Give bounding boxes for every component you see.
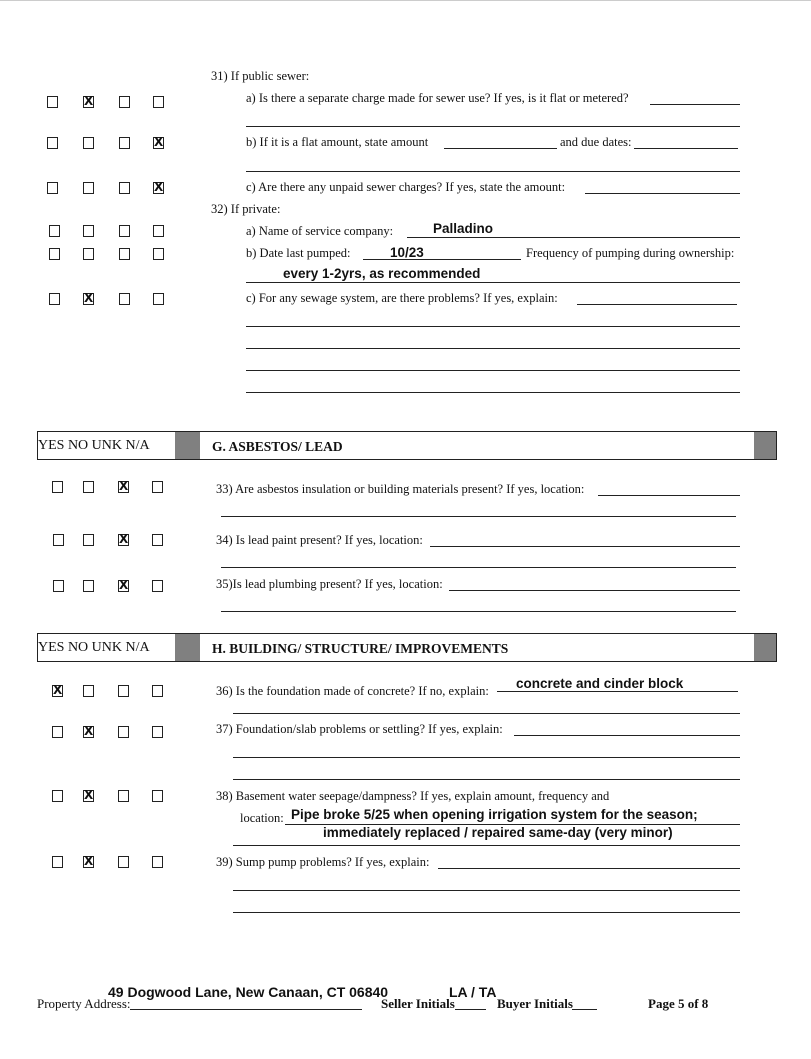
checkbox-q34-unk[interactable] [118,534,129,546]
q32b-frequency-line[interactable] [246,282,740,283]
q31a-text: a) Is there a separate charge made for sewer use? If yes, is it flat or metered? [246,91,629,105]
footer-address-value: 49 Dogwood Lane, New Canaan, CT 06840 [108,984,389,1000]
q36-answer-line-2[interactable] [233,713,740,714]
q39-answer-line-2[interactable] [233,890,740,891]
checkbox-q31c-yes[interactable] [47,182,58,194]
checkbox-q36-no[interactable] [83,685,94,697]
q31b-amount-line[interactable] [444,148,557,149]
footer-buyer-initials-line[interactable] [572,1009,597,1010]
checkbox-q31b-na[interactable] [153,137,164,149]
q31a-answer-line-2[interactable] [246,126,740,127]
q32c-answer-line[interactable] [577,304,737,305]
q37-answer-line-2[interactable] [233,757,740,758]
q35-text: 35)Is lead plumbing present? If yes, location: [216,577,443,591]
checkbox-q35-no[interactable] [83,580,94,592]
checkbox-q31a-unk[interactable] [119,96,130,108]
checkbox-q32a-yes[interactable] [49,225,60,237]
q34-answer-line-2[interactable] [221,567,736,568]
checkbox-q36-na[interactable] [152,685,163,697]
q32b-date-line[interactable] [363,259,521,260]
checkbox-q35-na[interactable] [152,580,163,592]
q32b-answer: 10/23 [390,245,424,260]
q32a-answer-line[interactable] [407,237,740,238]
q31-title: 31) If public sewer: [211,69,310,83]
section-h-header-shade-right [754,634,776,661]
q36-answer: concrete and cinder block [516,676,684,691]
checkbox-q34-no[interactable] [83,534,94,546]
checkbox-q31a-na[interactable] [153,96,164,108]
checkbox-q31c-no[interactable] [83,182,94,194]
checkbox-q31b-yes[interactable] [47,137,58,149]
q38-answer-2: immediately replaced / repaired same-day (very minor) [323,825,673,840]
q38-location-label: location: [240,811,284,825]
checkbox-q39-na[interactable] [152,856,163,868]
checkbox-q33-no[interactable] [83,481,94,493]
section-h-header-shade [175,634,200,661]
footer-seller-initials-label: Seller Initials [381,996,455,1011]
q32c-text: c) For any sewage system, are there problems? If yes, explain: [246,291,558,305]
q32c-answer-line-4[interactable] [246,370,740,371]
section-g-column-headers: YES NO UNK N/A [38,438,150,453]
checkbox-q31a-no[interactable] [83,96,94,108]
q31c-answer-line[interactable] [585,193,740,194]
q35-answer-line-2[interactable] [221,611,736,612]
checkbox-q32c-yes[interactable] [49,293,60,305]
section-g-title: G. ASBESTOS/ LEAD [212,439,343,454]
q38-text: 38) Basement water seepage/dampness? If yes, explain amount, frequency and [216,789,610,803]
q31a-answer-line[interactable] [650,104,740,105]
footer-address-label: Property Address: [37,996,131,1011]
q36-text: 36) Is the foundation made of concrete? If no, explain: [216,684,489,698]
checkbox-q32b-na[interactable] [153,248,164,260]
checkbox-q35-unk[interactable] [118,580,129,592]
q31b-dates-label: and due dates: [560,135,632,149]
section-g-header [37,431,777,460]
q32b-text: b) Date last pumped: [246,246,351,260]
footer-page-number: Page 5 of 8 [648,996,709,1011]
checkbox-q33-na[interactable] [152,481,163,493]
checkbox-q38-no[interactable] [83,790,94,802]
section-g-header-shade [175,432,200,459]
checkbox-q32a-na[interactable] [153,225,164,237]
q32a-answer: Palladino [433,221,494,236]
checkbox-q31b-unk[interactable] [119,137,130,149]
q36-answer-line[interactable] [497,691,738,692]
checkbox-q39-unk[interactable] [118,856,129,868]
checkbox-q32c-na[interactable] [153,293,164,305]
q31b-dates-line[interactable] [634,148,738,149]
q31c-text: c) Are there any unpaid sewer charges? If yes, state the amount: [246,180,566,194]
q32-title: 32) If private: [211,202,281,216]
checkbox-q37-na[interactable] [152,726,163,738]
checkbox-q34-yes[interactable] [53,534,64,546]
section-h-title: H. BUILDING/ STRUCTURE/ IMPROVEMENTS [212,641,509,656]
q34-text: 34) Is lead paint present? If yes, location: [216,533,423,547]
q33-answer-line-2[interactable] [221,516,736,517]
checkbox-q32b-unk[interactable] [119,248,130,260]
checkbox-q36-unk[interactable] [118,685,129,697]
checkbox-q38-yes[interactable] [52,790,63,802]
footer-address-line[interactable] [130,1009,362,1010]
checkbox-q31c-na[interactable] [153,182,164,194]
page-top-border [0,0,811,1]
checkbox-q37-yes[interactable] [52,726,63,738]
q38-answer-line-2[interactable] [233,845,740,846]
checkbox-q32b-no[interactable] [83,248,94,260]
q33-answer-line[interactable] [598,495,740,496]
q38-answer-1: Pipe broke 5/25 when opening irrigation system for the season; [291,807,698,822]
checkbox-q32a-unk[interactable] [119,225,130,237]
checkbox-q38-unk[interactable] [118,790,129,802]
section-h-header [37,633,777,662]
q39-answer-line[interactable] [438,868,740,869]
checkbox-q39-no[interactable] [83,856,94,868]
checkbox-q32a-no[interactable] [83,225,94,237]
q39-answer-line-3[interactable] [233,912,740,913]
checkbox-q39-yes[interactable] [52,856,63,868]
checkbox-q36-yes[interactable] [52,685,63,697]
checkbox-q37-unk[interactable] [118,726,129,738]
q32b-frequency-answer: every 1-2yrs, as recommended [283,266,481,281]
checkbox-q32c-unk[interactable] [119,293,130,305]
q32c-answer-line-3[interactable] [246,348,740,349]
q31b-answer-line-2[interactable] [246,171,740,172]
footer-initials-value: LA / TA [449,984,497,1000]
checkbox-q38-na[interactable] [152,790,163,802]
checkbox-q31b-no[interactable] [83,137,94,149]
q31b-text: b) If it is a flat amount, state amount [246,135,429,149]
checkbox-q31c-unk[interactable] [119,182,130,194]
q32c-answer-line-5[interactable] [246,392,740,393]
checkbox-q32c-no[interactable] [83,293,94,305]
section-h-column-headers: YES NO UNK N/A [38,640,150,655]
checkbox-q33-yes[interactable] [52,481,63,493]
q39-text: 39) Sump pump problems? If yes, explain: [216,855,430,869]
checkbox-q34-na[interactable] [152,534,163,546]
q34-answer-line[interactable] [430,546,740,547]
q32c-answer-line-2[interactable] [246,326,740,327]
section-g-header-shade-right [754,432,776,459]
q37-answer-line[interactable] [514,735,740,736]
footer-buyer-initials-label: Buyer Initials [497,996,573,1011]
footer-seller-initials-line[interactable] [455,1009,486,1010]
checkbox-q32b-yes[interactable] [49,248,60,260]
q32b-frequency-label: Frequency of pumping during ownership: [526,246,735,260]
checkbox-q31a-yes[interactable] [47,96,58,108]
checkbox-q33-unk[interactable] [118,481,129,493]
q33-text: 33) Are asbestos insulation or building materials present? If yes, location: [216,482,585,496]
q37-answer-line-3[interactable] [233,779,740,780]
q35-answer-line[interactable] [449,590,740,591]
checkbox-q35-yes[interactable] [53,580,64,592]
q32a-text: a) Name of service company: [246,224,394,238]
q37-text: 37) Foundation/slab problems or settling? If yes, explain: [216,722,503,736]
checkbox-q37-no[interactable] [83,726,94,738]
